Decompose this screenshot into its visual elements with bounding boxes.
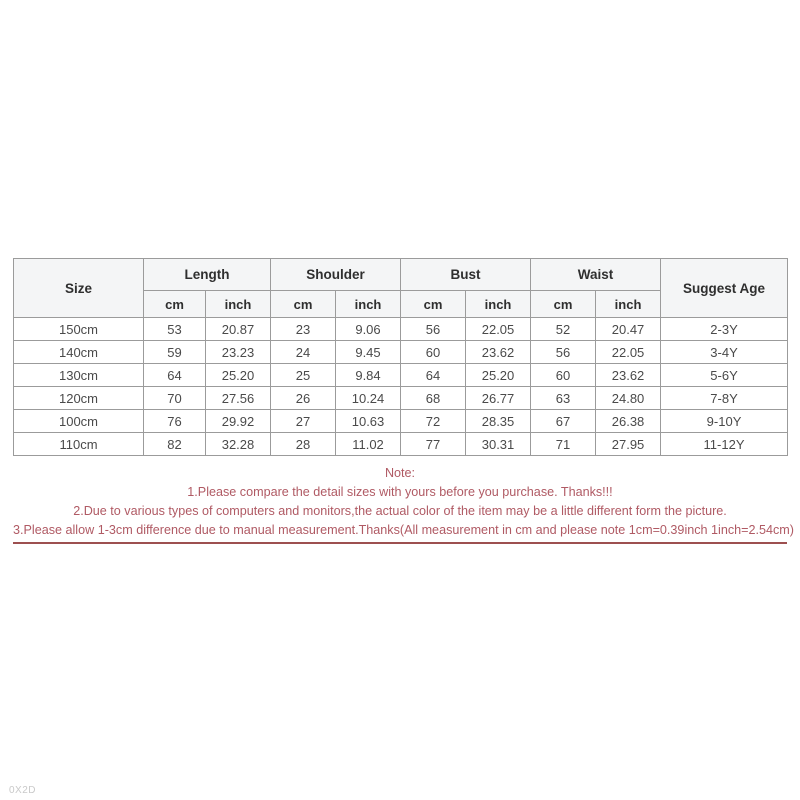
table-cell: 72 bbox=[401, 410, 466, 433]
table-cell: 56 bbox=[401, 318, 466, 341]
table-cell: 2-3Y bbox=[661, 318, 788, 341]
table-row bbox=[14, 364, 788, 387]
table-cell: 130cm bbox=[14, 364, 144, 387]
table-cell: 22.05 bbox=[596, 341, 661, 364]
column-header-size: Size bbox=[14, 259, 144, 318]
table-cell: 120cm bbox=[14, 387, 144, 410]
table-cell: 10.63 bbox=[336, 410, 401, 433]
unit-header-cm: cm bbox=[271, 291, 336, 318]
table-cell: 7-8Y bbox=[661, 387, 788, 410]
table-cell: 9.06 bbox=[336, 318, 401, 341]
unit-header-cm: cm bbox=[144, 291, 206, 318]
table-header-row-groups bbox=[14, 259, 788, 291]
size-chart-table bbox=[13, 258, 788, 456]
column-header-waist: Waist bbox=[531, 259, 661, 291]
table-cell: 71 bbox=[531, 433, 596, 456]
table-cell: 26 bbox=[271, 387, 336, 410]
table-cell: 11.02 bbox=[336, 433, 401, 456]
table-cell: 53 bbox=[144, 318, 206, 341]
table-cell: 24 bbox=[271, 341, 336, 364]
table-cell: 25.20 bbox=[206, 364, 271, 387]
table-cell: 9.45 bbox=[336, 341, 401, 364]
column-header-bust: Bust bbox=[401, 259, 531, 291]
watermark: 0X2D bbox=[9, 785, 37, 796]
table-cell: 5-6Y bbox=[661, 364, 788, 387]
table-cell: 23 bbox=[271, 318, 336, 341]
table-cell: 24.80 bbox=[596, 387, 661, 410]
table-cell: 20.47 bbox=[596, 318, 661, 341]
column-header-suggest-age: Suggest Age bbox=[661, 259, 788, 318]
unit-header-inch: inch bbox=[206, 291, 271, 318]
column-header-shoulder: Shoulder bbox=[271, 259, 401, 291]
note-line: 1.Please compare the detail sizes with yours before you purchase. Thanks!!! bbox=[187, 485, 613, 499]
table-cell: 60 bbox=[531, 364, 596, 387]
table-cell: 29.92 bbox=[206, 410, 271, 433]
table-cell: 32.28 bbox=[206, 433, 271, 456]
table-cell: 26.77 bbox=[466, 387, 531, 410]
table-cell: 76 bbox=[144, 410, 206, 433]
table-cell: 25 bbox=[271, 364, 336, 387]
table-cell: 23.62 bbox=[466, 341, 531, 364]
table-cell: 56 bbox=[531, 341, 596, 364]
column-header-length: Length bbox=[144, 259, 271, 291]
table-cell: 110cm bbox=[14, 433, 144, 456]
table-cell: 22.05 bbox=[466, 318, 531, 341]
table-cell: 64 bbox=[144, 364, 206, 387]
table-cell: 9.84 bbox=[336, 364, 401, 387]
table-cell: 63 bbox=[531, 387, 596, 410]
table-cell: 64 bbox=[401, 364, 466, 387]
unit-header-cm: cm bbox=[401, 291, 466, 318]
table-cell: 77 bbox=[401, 433, 466, 456]
table-row bbox=[14, 410, 788, 433]
table-cell: 60 bbox=[401, 341, 466, 364]
table-cell: 28.35 bbox=[466, 410, 531, 433]
table-cell: 23.23 bbox=[206, 341, 271, 364]
table-cell: 67 bbox=[531, 410, 596, 433]
note-line: 2.Due to various types of computers and monitors,the actual color of the item may be a little different form the picture. bbox=[73, 504, 727, 518]
table-cell: 11-12Y bbox=[661, 433, 788, 456]
unit-header-inch: inch bbox=[336, 291, 401, 318]
note-line: 3.Please allow 1-3cm difference due to manual measurement.Thanks(All measurement in cm and please note 1cm=0.39inch 1inch=2.54cm) bbox=[13, 523, 794, 537]
table-cell: 28 bbox=[271, 433, 336, 456]
table-cell: 59 bbox=[144, 341, 206, 364]
unit-header-inch: inch bbox=[596, 291, 661, 318]
table-cell: 23.62 bbox=[596, 364, 661, 387]
table-cell: 3-4Y bbox=[661, 341, 788, 364]
table-row bbox=[14, 433, 788, 456]
table-cell: 26.38 bbox=[596, 410, 661, 433]
table-row bbox=[14, 318, 788, 341]
table-cell: 10.24 bbox=[336, 387, 401, 410]
table-cell: 140cm bbox=[14, 341, 144, 364]
table-cell: 30.31 bbox=[466, 433, 531, 456]
unit-header-cm: cm bbox=[531, 291, 596, 318]
table-cell: 27.56 bbox=[206, 387, 271, 410]
table-cell: 150cm bbox=[14, 318, 144, 341]
notes-section bbox=[13, 464, 794, 544]
table-cell: 20.87 bbox=[206, 318, 271, 341]
table-cell: 100cm bbox=[14, 410, 144, 433]
table-cell: 70 bbox=[144, 387, 206, 410]
note-title: Note: bbox=[384, 466, 416, 480]
table-cell: 27 bbox=[271, 410, 336, 433]
table-cell: 82 bbox=[144, 433, 206, 456]
table-cell: 25.20 bbox=[466, 364, 531, 387]
unit-header-inch: inch bbox=[466, 291, 531, 318]
table-row bbox=[14, 387, 788, 410]
table-cell: 27.95 bbox=[596, 433, 661, 456]
table-row bbox=[14, 341, 788, 364]
table-cell: 68 bbox=[401, 387, 466, 410]
table-cell: 9-10Y bbox=[661, 410, 788, 433]
table-cell: 52 bbox=[531, 318, 596, 341]
